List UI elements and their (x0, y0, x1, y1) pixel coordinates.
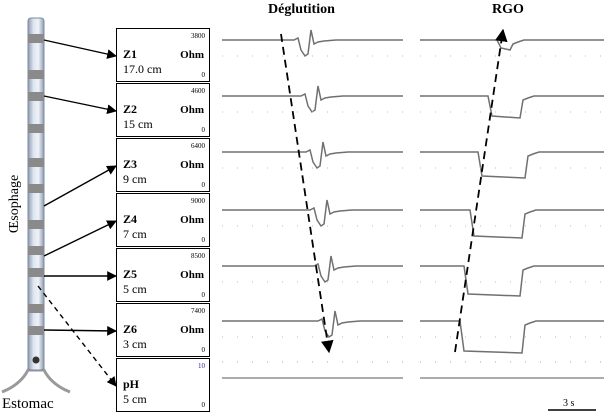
channel-min: 0 (201, 291, 205, 299)
impedance-ring (28, 268, 44, 277)
stomach-label: Estomac (2, 396, 54, 412)
channel-distance: 3 cm (123, 337, 147, 351)
swallow-trace-z4 (222, 200, 403, 226)
channel-box-z6 (116, 303, 210, 357)
channel-name: Z3 (123, 157, 138, 171)
channel-arrows (38, 40, 116, 386)
channel-name: pH (123, 377, 140, 391)
impedance-ring (28, 184, 44, 193)
channel-arrow-z3 (44, 166, 116, 206)
impedance-ring (28, 304, 44, 313)
esophagus-label: Œsophage (7, 174, 23, 234)
reflux-trace-z1 (420, 40, 604, 50)
channel-unit: Ohm (180, 159, 204, 171)
channel-arrow-ph (38, 286, 116, 386)
impedance-ring (28, 70, 44, 79)
impedance-ring (28, 92, 44, 101)
channel-min: 0 (201, 346, 205, 354)
channel-max: 6400 (191, 142, 205, 150)
channel-unit: Ohm (180, 214, 204, 226)
channel-arrow-z4 (44, 221, 116, 256)
channel-max: 4600 (191, 87, 205, 95)
channel-box-ph (116, 358, 210, 412)
channel-name: Z4 (123, 212, 138, 226)
swallow-trace-z2 (222, 86, 403, 112)
reflux-propagation-arrow (455, 30, 503, 352)
channel-max: 8500 (191, 252, 205, 260)
reflux-trace-z2 (420, 96, 604, 118)
channel-box-z1 (116, 28, 210, 82)
channel-min: 0 (201, 181, 205, 189)
channel-name: Z1 (123, 47, 138, 61)
channel-name: Z6 (123, 322, 138, 336)
channel-box-z2 (116, 83, 210, 137)
channel-max: 3800 (191, 32, 205, 40)
swallow-trace-z5 (222, 256, 403, 282)
channel-min: 0 (201, 71, 205, 79)
impedance-ring (28, 246, 44, 255)
channel-box-z3 (116, 138, 210, 192)
channel-min: 0 (201, 126, 205, 134)
impedance-ring (28, 158, 44, 167)
channel-unit: Ohm (180, 104, 204, 116)
channel-box-z4 (116, 193, 210, 247)
channel-distance: 15 cm (123, 117, 153, 131)
channel-unit: Ohm (180, 269, 204, 281)
channel-min: 0 (201, 236, 205, 244)
channel-name: Z5 (123, 267, 138, 281)
swallow-propagation-arrow (281, 34, 329, 352)
channel-distance: 5 cm (123, 392, 147, 406)
channel-max: 9000 (191, 197, 205, 205)
impedance-ring (28, 124, 44, 133)
channel-arrow-z2 (44, 96, 116, 111)
reflux-trace-z4 (420, 210, 604, 238)
swallow-trace-z3 (222, 142, 403, 168)
channel-distance: 17.0 cm (123, 62, 162, 76)
channel-max: 10 (198, 362, 205, 370)
channel-arrow-z1 (44, 40, 116, 56)
impedance-ring (28, 326, 44, 335)
reflux-trace-z5 (420, 266, 604, 296)
channel-unit: Ohm (180, 49, 204, 61)
channel-max: 7400 (191, 307, 205, 315)
swallow-trace-z1 (222, 30, 403, 56)
time-scale-label: 3 s (563, 398, 575, 409)
channel-distance: 7 cm (123, 227, 147, 241)
swallow-panel-title: Déglutition (268, 2, 335, 17)
impedance-ring (28, 34, 44, 43)
impedance-traces (222, 30, 604, 353)
ph-traces (222, 362, 604, 378)
reflux-trace-z3 (420, 152, 604, 178)
channel-box-z5 (116, 248, 210, 302)
reflux-panel-title: RGO (492, 2, 524, 17)
channel-distance: 9 cm (123, 172, 147, 186)
channel-name: Z2 (123, 102, 138, 116)
swallow-trace-z6 (222, 311, 403, 337)
channel-arrow-z6 (44, 330, 116, 331)
channel-distance: 5 cm (123, 282, 147, 296)
catheter-tip (33, 357, 40, 364)
stomach-outline (2, 370, 70, 392)
impedance-ring (28, 220, 44, 229)
channel-unit: Ohm (180, 324, 204, 336)
channel-min: 0 (201, 401, 205, 409)
reflux-trace-z6 (420, 321, 604, 353)
